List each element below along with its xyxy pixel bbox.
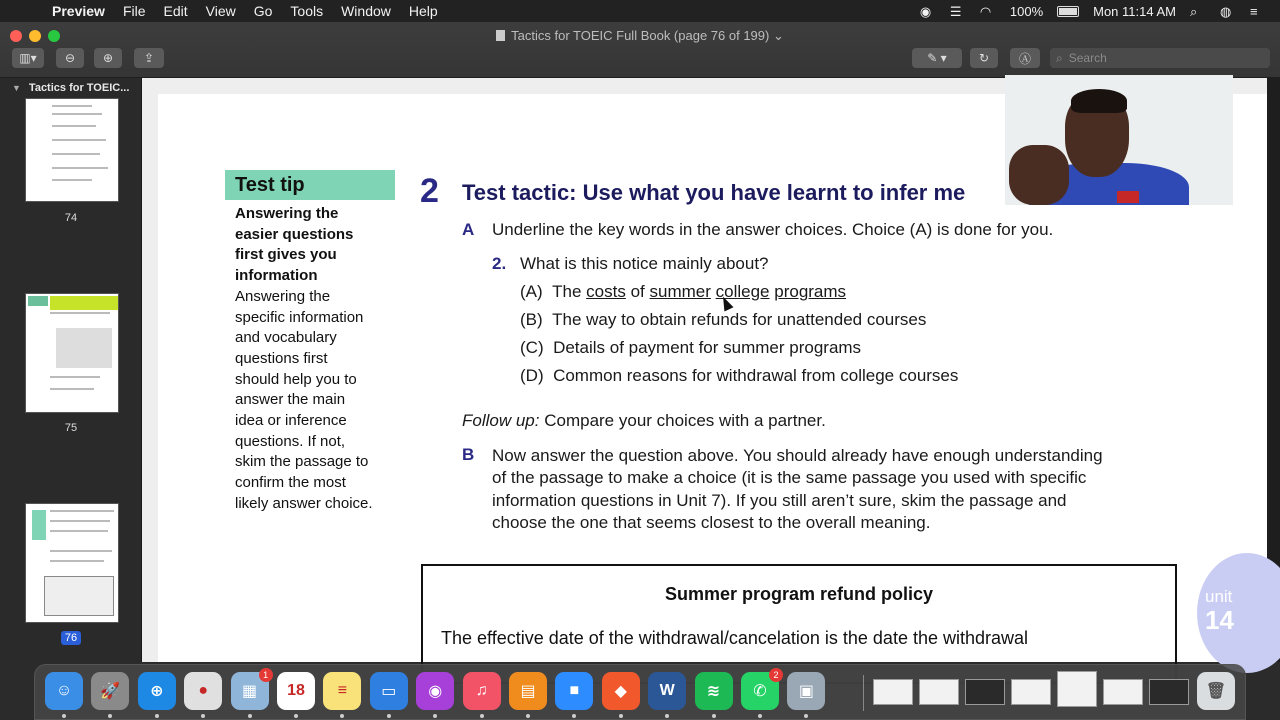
window-toolbar: [0, 22, 1280, 78]
dock-running-indicator: [712, 714, 716, 718]
document-icon: [496, 30, 505, 41]
menu-clock[interactable]: Mon 11:14 AM: [1093, 3, 1176, 19]
siri-icon[interactable]: ◍: [1220, 4, 1232, 19]
search-field[interactable]: [1050, 48, 1270, 68]
choice-b: (B) The way to obtain refunds for unattended courses: [520, 310, 927, 329]
follow-up: Follow up: Compare your choices with a partner.: [462, 411, 826, 430]
dock-running-indicator: [526, 714, 530, 718]
music-icon[interactable]: ♫: [463, 672, 501, 710]
screen-record-icon[interactable]: ◉: [919, 4, 932, 19]
menu-file[interactable]: File: [122, 3, 146, 19]
trash-icon[interactable]: 🗑: [1197, 672, 1235, 710]
part-a-instruction: Underline the key words in the answer choices. Choice (A) is done for you.: [492, 220, 1054, 239]
sidebar-document-header[interactable]: [0, 78, 141, 98]
choice-c: (C) Details of payment for summer programs: [520, 338, 862, 357]
choice-a: (A) The costs of summer college programs: [520, 282, 847, 301]
menu-app-name[interactable]: Preview: [52, 3, 105, 19]
sidebar-document-title: Tactics for TOEIC...: [28, 82, 130, 94]
menu-go[interactable]: Go: [253, 3, 273, 19]
minimized-window-6[interactable]: [1103, 679, 1143, 705]
webcam-overlay: [1005, 75, 1233, 205]
brave-icon[interactable]: ◆: [602, 672, 640, 710]
policy-text: The effective date of the withdrawal/cancelation is the date the withdrawal: [441, 628, 1029, 648]
whatsapp-icon[interactable]: ✆: [741, 672, 779, 710]
zoom-icon[interactable]: ■: [555, 672, 593, 710]
page-thumbnail-74[interactable]: [25, 98, 119, 202]
battery-icon[interactable]: [1057, 6, 1079, 17]
dock-running-indicator: [62, 714, 66, 718]
dock-running-indicator: [572, 714, 576, 718]
battery-percent[interactable]: 100%: [1009, 3, 1044, 19]
minimized-window-2[interactable]: [919, 679, 959, 705]
unit-badge: unit 14: [1197, 553, 1280, 673]
choice-d: (D) Common reasons for withdrawal from college courses: [520, 366, 959, 385]
dock-running-indicator: [248, 714, 252, 718]
rotate-button[interactable]: ↻: [970, 48, 998, 68]
dock-running-indicator: [387, 714, 391, 718]
menu-bar: [0, 0, 1280, 22]
test-tip-heading: Test tip: [225, 170, 395, 200]
page-label-76[interactable]: 76: [0, 632, 142, 644]
test-tip-text: Answering the easier questions first gives you information Answering the specific information and vocabulary questions first should help you to answer the main idea or inference questions. If not, skim the passage to confirm the most likely answer choice.: [235, 205, 373, 512]
markup-pen-button[interactable]: ✎ ▾: [912, 48, 962, 68]
minimized-window-1[interactable]: [873, 679, 913, 705]
dock-separator: [863, 675, 864, 711]
policy-title: Summer program refund policy: [664, 584, 934, 604]
dock-running-indicator: [665, 714, 669, 718]
books-icon[interactable]: ▤: [509, 672, 547, 710]
search-placeholder: Search: [1068, 51, 1107, 65]
finder-icon[interactable]: ☺: [45, 672, 83, 710]
section-number: 2: [420, 172, 439, 210]
dock-running-indicator: [619, 714, 623, 718]
calendar-icon[interactable]: 18: [277, 672, 315, 710]
page-label-74[interactable]: 74: [64, 212, 78, 224]
minimized-window-4[interactable]: [1011, 679, 1051, 705]
spotlight-search-icon[interactable]: ⌕: [1190, 4, 1198, 19]
dock-running-indicator: [340, 714, 344, 718]
dock-badge: 1: [259, 668, 273, 682]
part-a-letter: A: [462, 220, 475, 239]
menu-window[interactable]: Window: [341, 3, 391, 19]
menu-help[interactable]: Help: [408, 3, 438, 19]
question-text: What is this notice mainly about?: [520, 254, 769, 273]
menu-view[interactable]: View: [205, 3, 236, 19]
disclosure-triangle-icon[interactable]: ▼: [12, 83, 21, 93]
page-thumbnail-75[interactable]: [25, 293, 119, 413]
dock-running-indicator: [480, 714, 484, 718]
dock-running-indicator: [108, 714, 112, 718]
list-menu-icon[interactable]: ☰: [949, 4, 962, 19]
wifi-icon[interactable]: ◠: [979, 4, 992, 19]
preview-icon[interactable]: ▦: [231, 672, 269, 710]
spotify-icon[interactable]: ≋: [695, 672, 733, 710]
menu-edit[interactable]: Edit: [163, 3, 188, 19]
dock-running-indicator: [294, 714, 298, 718]
dock-running-indicator: [433, 714, 437, 718]
minimized-window-7[interactable]: [1149, 679, 1189, 705]
question-number: 2.: [492, 254, 507, 273]
zoom-out-button[interactable]: ⊖: [56, 48, 84, 68]
dock: [34, 664, 1246, 720]
search-icon: ⌕: [1056, 50, 1063, 65]
section-title: Test tactic: Use what you have learnt to infer me: [462, 180, 966, 205]
dock-running-indicator: [201, 714, 205, 718]
minimized-window-5[interactable]: [1057, 671, 1097, 707]
page-label-75[interactable]: 75: [64, 422, 78, 434]
notes-icon[interactable]: ≡: [323, 672, 361, 710]
markup-toolbar-button[interactable]: Ⓐ: [1010, 48, 1040, 68]
minimized-window-3[interactable]: [965, 679, 1005, 705]
menu-tools[interactable]: Tools: [290, 3, 324, 19]
window-title-text: Tactics for TOEIC Full Book (page 76 of 199): [511, 28, 770, 43]
part-b-letter: B: [462, 445, 475, 464]
dock-running-indicator: [758, 714, 762, 718]
dock-badge: 2: [769, 668, 783, 682]
zoom-in-button[interactable]: ⊕: [94, 48, 122, 68]
chrome-icon[interactable]: ●: [184, 672, 222, 710]
keynote-icon[interactable]: ▭: [370, 672, 408, 710]
notification-center-icon[interactable]: ≡: [1250, 4, 1258, 19]
window-title[interactable]: Tactics for TOEIC Full Book (page 76 of 199) ⌄: [0, 28, 1280, 44]
page-thumbnail-76[interactable]: [25, 503, 119, 623]
dock-running-indicator: [804, 714, 808, 718]
word-icon[interactable]: W: [648, 672, 686, 710]
sidebar-toggle-button[interactable]: ▥▾: [12, 48, 44, 68]
part-b-paragraph: Now answer the question above. You should already have enough understanding of the passage to make a choice (it is the same passage you used with specific information questions in Unit 7). If you still aren’t sure, skim the passage and choose the one that seems closest to the overall meaning.: [492, 446, 1103, 532]
photo-viewer-icon[interactable]: ▣: [787, 672, 825, 710]
safari-icon[interactable]: ⊕: [138, 672, 176, 710]
share-button[interactable]: ⇪: [134, 48, 164, 68]
launchpad-icon[interactable]: 🚀: [91, 672, 129, 710]
podcasts-icon[interactable]: ◉: [416, 672, 454, 710]
dock-running-indicator: [155, 714, 159, 718]
